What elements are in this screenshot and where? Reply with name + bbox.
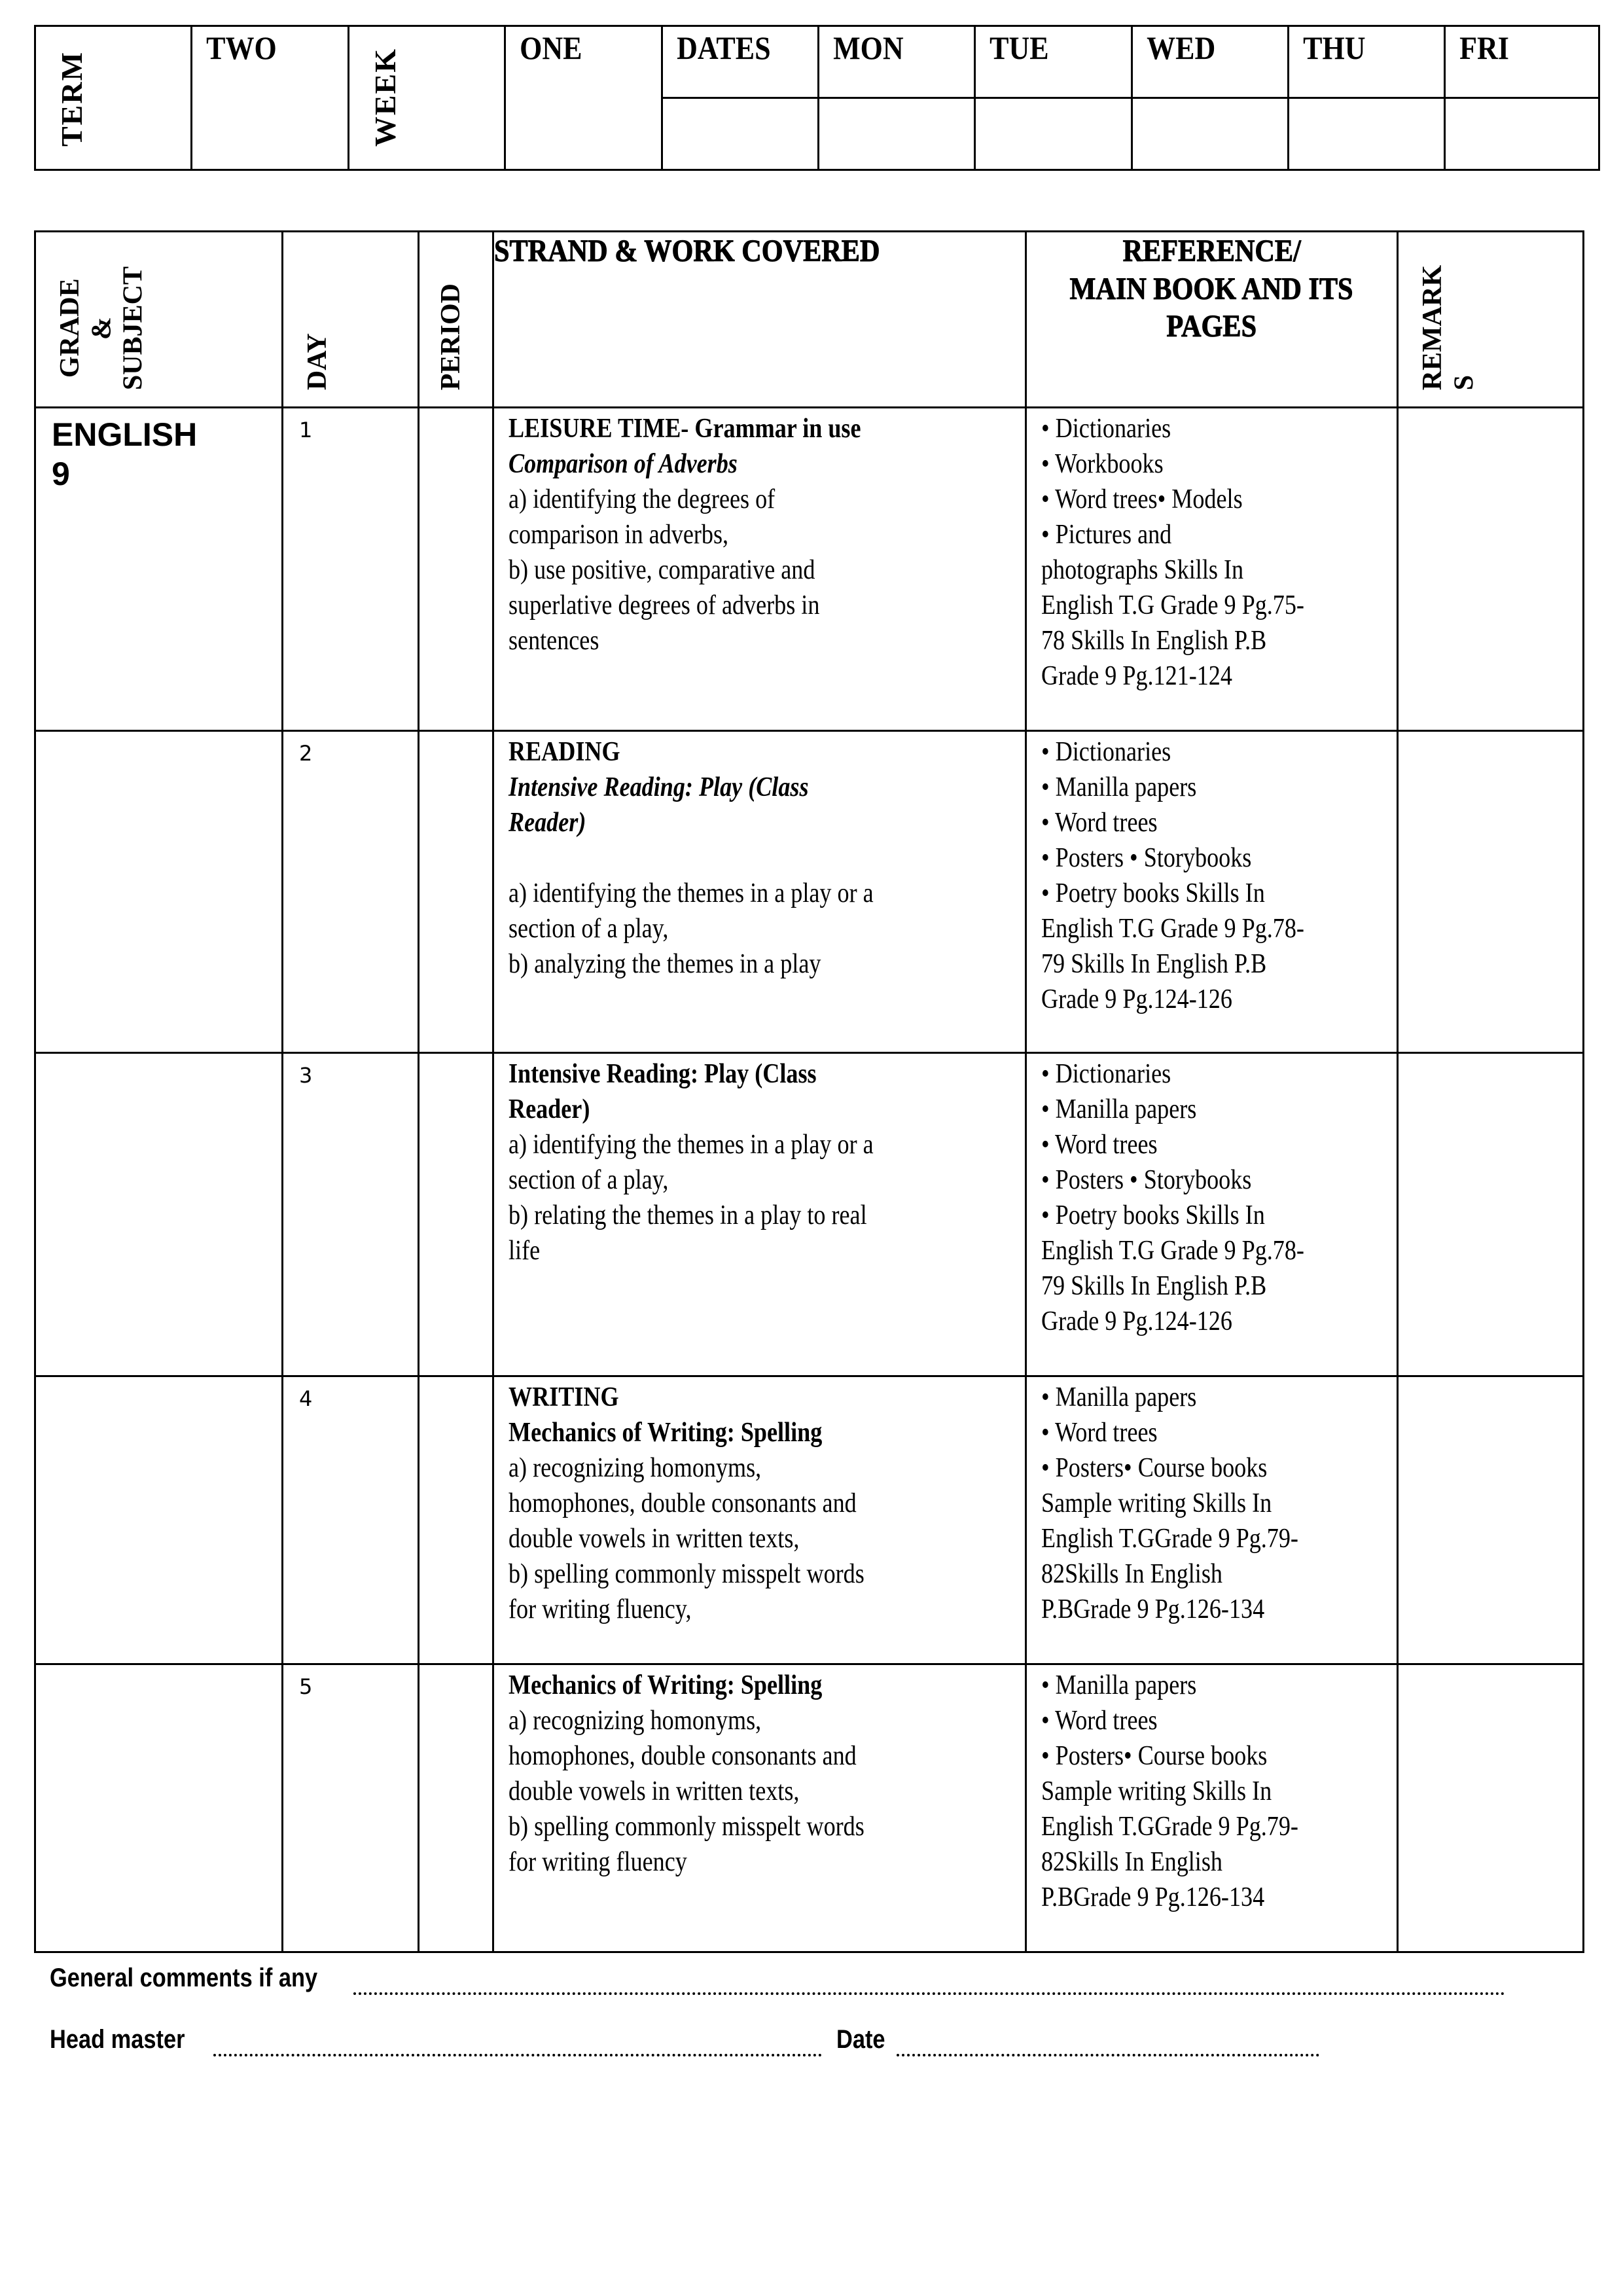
table-row (35, 731, 1584, 1053)
work-line: for writing fluency, (508, 1594, 692, 1624)
grade-subject-cell (35, 1053, 283, 1376)
reference-line: P.BGrade 9 Pg.126-134 (1041, 1882, 1265, 1912)
work-line: b) analyzing the themes in a play (508, 949, 821, 979)
dates-label-cell (662, 26, 819, 98)
reference-line: • Manilla papers (1041, 1670, 1197, 1700)
date-line[interactable] (897, 2054, 1319, 2056)
date-cell-tue[interactable] (975, 98, 1132, 170)
day-label-fri: FRI (1459, 29, 1509, 66)
day-label-thu: THU (1303, 29, 1366, 66)
reference-line: photographs Skills In (1041, 555, 1244, 585)
strand-work-cell (493, 1053, 1026, 1376)
day-cell: 3 (283, 1053, 419, 1376)
reference-line: Sample writing Skills In (1041, 1776, 1272, 1806)
week-label: WEEK (368, 47, 402, 147)
remarks-header-text (1417, 265, 1480, 390)
reference-line: • Manilla papers (1041, 772, 1197, 802)
reference-cell (1026, 408, 1398, 731)
work-line: Comparison of Adverbs (508, 449, 738, 479)
table-row (35, 408, 1584, 731)
reference-line: • Dictionaries (1041, 414, 1171, 444)
work-line: a) recognizing homonyms, (508, 1706, 762, 1736)
reference-line: English T.GGrade 9 Pg.79- (1041, 1812, 1298, 1842)
grade-number: 9 (52, 456, 70, 492)
day-cell: 4 (283, 1376, 419, 1664)
day-label-wed: WED (1147, 29, 1216, 66)
work-line: life (508, 1236, 541, 1266)
day-header-wed (1132, 26, 1289, 98)
reference-line: • Poetry books Skills In (1041, 878, 1265, 908)
column-header-strand (493, 232, 1026, 408)
work-line: double vowels in written texts, (508, 1776, 800, 1806)
head-master-signature-line[interactable] (213, 2054, 822, 2056)
remarks-cell[interactable] (1398, 408, 1584, 731)
work-line: Mechanics of Writing: Spelling (508, 1418, 823, 1448)
reference-line: P.BGrade 9 Pg.126-134 (1041, 1594, 1265, 1624)
period-cell[interactable] (419, 408, 493, 731)
general-comments-line[interactable] (353, 1992, 1505, 1995)
column-header-grade-subject (35, 232, 283, 408)
reference-line: 79 Skills In English P.B (1041, 949, 1267, 979)
reference-line: Grade 9 Pg.124-126 (1041, 984, 1232, 1014)
day-header-mon (819, 26, 975, 98)
date-cell-thu[interactable] (1289, 98, 1445, 170)
work-line: a) recognizing homonyms, (508, 1453, 762, 1483)
date-row (836, 2025, 893, 2054)
reference-cell (1026, 1376, 1398, 1664)
reference-line: • Dictionaries (1041, 1059, 1171, 1089)
reference-line: • Poetry books Skills In (1041, 1200, 1265, 1230)
date-cell-fri[interactable] (1445, 98, 1599, 170)
work-line: section of a play, (508, 1165, 669, 1195)
day-cell: 1 (283, 408, 419, 731)
reference-line: • Word trees• Models (1041, 484, 1243, 514)
date-cell-wed[interactable] (1132, 98, 1289, 170)
day-header-fri (1445, 26, 1599, 98)
work-line: WRITING (508, 1382, 619, 1412)
grade-subject-cell (35, 1376, 283, 1664)
work-line: Intensive Reading: Play (Class (508, 1059, 817, 1089)
reference-line: • Workbooks (1041, 449, 1164, 479)
reference-line: • Posters• Course books (1041, 1453, 1268, 1483)
reference-line: 82Skills In English (1041, 1847, 1222, 1877)
reference-cell (1026, 1053, 1398, 1376)
reference-header-line: REFERENCE/ (1122, 234, 1301, 268)
reference-line: • Word trees (1041, 1130, 1158, 1160)
remarks-cell[interactable] (1398, 731, 1584, 1053)
dates-label: DATES (677, 29, 771, 66)
work-line: sentences (508, 626, 599, 656)
term-label: TERM (55, 51, 88, 147)
general-comments-row (50, 1964, 361, 1993)
period-cell[interactable] (419, 731, 493, 1053)
reference-line: English T.G Grade 9 Pg.78- (1041, 914, 1304, 944)
remarks-cell[interactable] (1398, 1053, 1584, 1376)
grade-subject-cell (35, 408, 283, 731)
day-label-tue: TUE (990, 29, 1049, 66)
day-cell: 2 (283, 731, 419, 1053)
term-value-cell (192, 26, 349, 170)
day-label-mon: MON (833, 29, 904, 66)
period-cell[interactable] (419, 1053, 493, 1376)
work-line: LEISURE TIME- Grammar in use (508, 414, 861, 444)
reference-line: • Manilla papers (1041, 1094, 1197, 1124)
lesson-plan-table (34, 230, 1584, 1953)
reference-line: English T.GGrade 9 Pg.79- (1041, 1524, 1298, 1554)
grade-subject-cell (35, 731, 283, 1053)
reference-line: • Manilla papers (1041, 1382, 1197, 1412)
work-line: section of a play, (508, 914, 669, 944)
work-line: for writing fluency (508, 1847, 687, 1877)
remarks-cell[interactable] (1398, 1376, 1584, 1664)
work-line: b) spelling commonly misspelt words (508, 1812, 865, 1842)
work-line (508, 840, 945, 876)
subject-header-word: SUBJECT (118, 266, 149, 390)
subject-name: ENGLISH (52, 416, 198, 453)
week-value-cell (505, 26, 662, 170)
work-line: Reader) (508, 808, 586, 838)
reference-line: • Posters • Storybooks (1041, 843, 1252, 873)
work-line: homophones, double consonants and (508, 1488, 857, 1518)
remarks-cell[interactable] (1398, 1664, 1584, 1952)
work-line: b) relating the themes in a play to real (508, 1200, 867, 1230)
general-comments-label: General comments if any (50, 1964, 318, 1992)
term-label-cell (35, 26, 192, 170)
term-value: TWO (206, 29, 277, 66)
reference-line: English T.G Grade 9 Pg.78- (1041, 1236, 1304, 1266)
work-line: homophones, double consonants and (508, 1741, 857, 1771)
work-line: double vowels in written texts, (508, 1524, 800, 1554)
reference-line: • Dictionaries (1041, 737, 1171, 767)
strand-work-cell (493, 1376, 1026, 1664)
strand-work-cell (493, 1664, 1026, 1952)
reference-header-line: MAIN BOOK AND ITS (1069, 271, 1354, 306)
reference-line: Sample writing Skills In (1041, 1488, 1272, 1518)
week-value: ONE (520, 29, 582, 66)
day-header-tue (975, 26, 1132, 98)
strand-work-cell (493, 731, 1026, 1053)
date-label: Date (836, 2025, 885, 2054)
remarks-header-line: S (1449, 374, 1480, 390)
work-line: Mechanics of Writing: Spelling (508, 1670, 823, 1700)
reference-line: • Word trees (1041, 808, 1158, 838)
column-header-reference (1026, 232, 1398, 408)
column-header-day (283, 232, 419, 408)
reference-line: • Word trees (1041, 1706, 1158, 1736)
day-header-text: DAY (302, 332, 332, 390)
column-header-period (419, 232, 493, 408)
grade-subject-cell (35, 1664, 283, 1952)
work-line: a) identifying the themes in a play or a (508, 878, 874, 908)
table-row (35, 1053, 1584, 1376)
work-line: READING (508, 737, 620, 767)
reference-line: 82Skills In English (1041, 1559, 1222, 1589)
reference-cell (1026, 731, 1398, 1053)
day-cell: 5 (283, 1664, 419, 1952)
term-week-header-table (34, 25, 1600, 171)
grade-subject-header-text (54, 266, 149, 390)
head-master-label: Head master (50, 2025, 185, 2054)
table-row (35, 1664, 1584, 1952)
work-line: comparison in adverbs, (508, 520, 729, 550)
table-row (35, 1376, 1584, 1664)
work-line: Reader) (508, 1094, 590, 1124)
column-header-remarks (1398, 232, 1584, 408)
remarks-header-line: REMARK (1418, 264, 1448, 390)
reference-line: • Posters • Storybooks (1041, 1165, 1252, 1195)
work-line: Intensive Reading: Play (Class (508, 772, 809, 802)
reference-line: • Word trees (1041, 1418, 1158, 1448)
reference-line: • Pictures and (1041, 520, 1172, 550)
reference-line: Grade 9 Pg.121-124 (1041, 661, 1232, 691)
reference-cell (1026, 1664, 1398, 1952)
reference-line: 79 Skills In English P.B (1041, 1271, 1267, 1301)
work-line: a) identifying the themes in a play or a (508, 1130, 874, 1160)
date-cell-mon[interactable] (819, 98, 975, 170)
day-header-thu (1289, 26, 1445, 98)
work-line: b) use positive, comparative and (508, 555, 815, 585)
reference-line: 78 Skills In English P.B (1041, 626, 1267, 656)
dates-blank-cell (662, 98, 819, 170)
reference-line: • Posters• Course books (1041, 1741, 1268, 1771)
period-cell[interactable] (419, 1376, 493, 1664)
period-cell[interactable] (419, 1664, 493, 1952)
reference-header-line: PAGES (1166, 309, 1257, 344)
work-line: a) identifying the degrees of (508, 484, 776, 514)
period-header-text: PERIOD (436, 283, 466, 390)
head-master-row (50, 2025, 207, 2054)
grade-header-word: GRADE (55, 278, 85, 378)
work-line: superlative degrees of adverbs in (508, 590, 820, 620)
strand-work-cell (493, 408, 1026, 731)
strand-header-text: STRAND & WORK COVERED (494, 234, 880, 268)
reference-line: English T.G Grade 9 Pg.75- (1041, 590, 1304, 620)
reference-line: Grade 9 Pg.124-126 (1041, 1306, 1232, 1336)
work-line: b) spelling commonly misspelt words (508, 1559, 865, 1589)
week-label-cell (349, 26, 505, 170)
ampersand-header-word: & (86, 316, 117, 340)
lesson-plan-body (35, 408, 1584, 1952)
